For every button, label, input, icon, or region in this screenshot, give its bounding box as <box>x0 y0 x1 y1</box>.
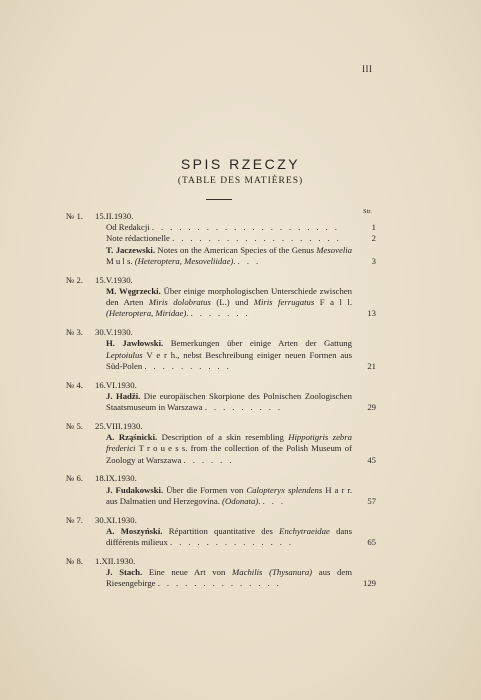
item-text: Notes on the American Species of the Genus <box>155 244 317 255</box>
dot-leader: . . . . . . . . . <box>204 402 283 413</box>
dot-leader: . . . <box>262 495 286 506</box>
page-reference: 29 <box>367 402 376 413</box>
italic-text: (Heteroptera, Mesoveliidae) <box>134 255 234 266</box>
page-reference: 129 <box>362 578 376 589</box>
toc-item <box>106 567 376 589</box>
item-text: aus dem Riesengebirge <box>106 567 353 589</box>
toc-entry <box>0 473 481 507</box>
item-text: T r o u e s s. from the collection of the Polish Museum of Zoology at Warszawa <box>106 443 352 465</box>
toc-item-text <box>106 526 352 548</box>
italic-text: (Heteroptera, Miridae) <box>106 308 187 319</box>
author-name: H. Jawłowski. <box>106 338 164 349</box>
toc-entry <box>0 380 481 414</box>
item-text: . <box>186 308 191 319</box>
toc-item <box>106 244 376 267</box>
author-name: A. Moszyński. <box>106 525 163 536</box>
page-reference: 57 <box>367 495 376 506</box>
toc-item <box>106 285 376 320</box>
issue-date: 1.XII.1930. <box>95 555 136 566</box>
item-text: H a r r. aus Dalmatien und Herzegovina. <box>106 484 352 506</box>
page-reference: 3 <box>371 255 376 266</box>
item-text: dans différents milieux <box>106 525 352 548</box>
issue-number: № 4. <box>66 379 83 390</box>
issue-number: № 1. <box>66 211 83 221</box>
toc-entry-header <box>0 421 481 432</box>
dot-leader: . . . . . . . <box>190 308 251 319</box>
toc-entry-header <box>0 275 481 286</box>
issue-number: № 2. <box>66 274 83 285</box>
dot-leader: . . . . . . . . . . . . . . . . . . . . . <box>151 222 340 233</box>
toc-entry <box>0 515 481 549</box>
page-reference: 2 <box>371 233 376 244</box>
toc-entry-header <box>0 473 481 484</box>
toc-entry-header <box>0 515 481 526</box>
page-number: III <box>362 64 373 74</box>
issue-number: № 5. <box>66 420 83 431</box>
toc-item <box>106 222 376 233</box>
page-reference: 1 <box>371 222 376 233</box>
toc-item <box>106 484 376 507</box>
author-name: T. Jaczewski. <box>106 244 156 255</box>
issue-number: № 8. <box>66 555 83 566</box>
page-title: SPIS RZECZY <box>180 156 301 172</box>
toc-item-text <box>106 567 352 589</box>
item-text: Die europäischen Skorpione des Polnischen Zoologischen Staatsmuseum in Warszawa <box>106 390 352 413</box>
italic-text: (Thysanura) <box>269 567 313 578</box>
toc-item-text <box>106 338 352 372</box>
dot-leader: . . . <box>237 255 261 266</box>
italic-text: Calopteryx splendens <box>246 484 323 495</box>
item-text: Bemerkungen über einige Arten der Gattung <box>163 338 352 349</box>
table-of-contents <box>0 211 481 597</box>
item-text: Über einige morphologischen Unterschiede zwischen den Arten <box>106 285 352 308</box>
issue-date: 15.V.1930. <box>95 274 133 285</box>
item-text: (L.) und <box>210 297 254 308</box>
italic-text: Miris dolobratus <box>148 297 211 308</box>
toc-item-text <box>106 485 352 507</box>
item-text: Répartition quantitative des <box>162 525 280 536</box>
toc-item-text <box>106 391 352 413</box>
toc-item-text <box>106 245 352 267</box>
toc-item-text <box>106 222 352 233</box>
issue-date: 15.II.1930. <box>95 211 134 221</box>
author-name: A. Rząśnicki. <box>106 432 158 443</box>
issue-date: 25.VIII.1930. <box>95 420 143 431</box>
dot-leader: . . . . . . . . . . <box>144 360 232 371</box>
page-reference: 21 <box>367 360 376 371</box>
item-text: . <box>233 255 238 266</box>
italic-text: Miris ferrugatus <box>253 297 315 308</box>
issue-number: № 3. <box>66 327 83 338</box>
page-reference: 13 <box>367 308 376 319</box>
toc-item-text <box>106 233 352 244</box>
item-text: F a l l. <box>314 297 353 308</box>
toc-entry <box>0 556 481 590</box>
dot-leader: . . . . . . . . . . . . . . <box>170 537 294 548</box>
toc-item <box>106 390 376 413</box>
item-text: Note rédactionelle <box>106 233 173 244</box>
item-text: Eine neue Art von <box>142 567 233 578</box>
page-column-label: Str. <box>363 208 372 215</box>
toc-entry-header <box>0 327 481 338</box>
toc-item <box>106 432 376 466</box>
author-name: M. Węgrzecki. <box>106 285 161 296</box>
toc-item-text <box>106 432 352 466</box>
issue-number: № 7. <box>66 514 83 525</box>
item-text: . <box>258 495 263 506</box>
item-text: Über die Formen von <box>163 484 247 495</box>
toc-entry-header <box>0 380 481 391</box>
author-name: J. Hadži. <box>106 390 141 401</box>
issue-date: 30.V.1930. <box>95 327 133 338</box>
dot-leader: . . . . . . . . . . . . . . <box>157 578 282 589</box>
item-text: Description of a skin resembling <box>157 432 289 443</box>
toc-entry <box>0 421 481 466</box>
toc-item <box>106 233 376 244</box>
dot-leader: . . . . . . <box>183 454 234 465</box>
page-subtitle: (TABLE DES MATIÈRES) <box>177 176 304 186</box>
toc-entry <box>0 211 481 267</box>
italic-text: (Odonata) <box>222 495 259 506</box>
toc-entry-header <box>0 211 481 222</box>
toc-item <box>106 525 376 548</box>
toc-item <box>106 338 376 372</box>
page-reference: 65 <box>367 537 376 548</box>
issue-number: № 6. <box>66 473 83 484</box>
author-name: J. Stach. <box>106 567 143 578</box>
author-name: J. Fudakowski. <box>106 484 164 495</box>
issue-date: 30.XI.1930. <box>95 514 137 525</box>
toc-entry-header <box>0 556 481 567</box>
title-divider <box>206 199 232 200</box>
item-text: M u l s. <box>106 255 135 266</box>
italic-text: Mesovelia <box>316 244 352 255</box>
page-reference: 45 <box>367 454 376 465</box>
italic-text: Leptoiulus <box>106 349 143 360</box>
italic-text: Hippotigris zebra frederici <box>106 432 352 454</box>
issue-date: 18.IX.1930. <box>95 473 137 484</box>
italic-text: Machilis <box>232 567 263 578</box>
toc-entry <box>0 275 481 320</box>
dot-leader: . . . . . . . . . . . . . . . . . . . <box>172 233 342 244</box>
toc-entry <box>0 327 481 372</box>
item-text: Od Redakcji <box>106 222 152 233</box>
issue-date: 16.VI.1930. <box>95 379 137 390</box>
italic-text: Enchytraeidae <box>279 525 330 536</box>
toc-item-text <box>106 286 352 320</box>
item-text: V e r h., nebst Beschreibung einiger neuen Formen aus Süd-Polen <box>106 349 352 371</box>
